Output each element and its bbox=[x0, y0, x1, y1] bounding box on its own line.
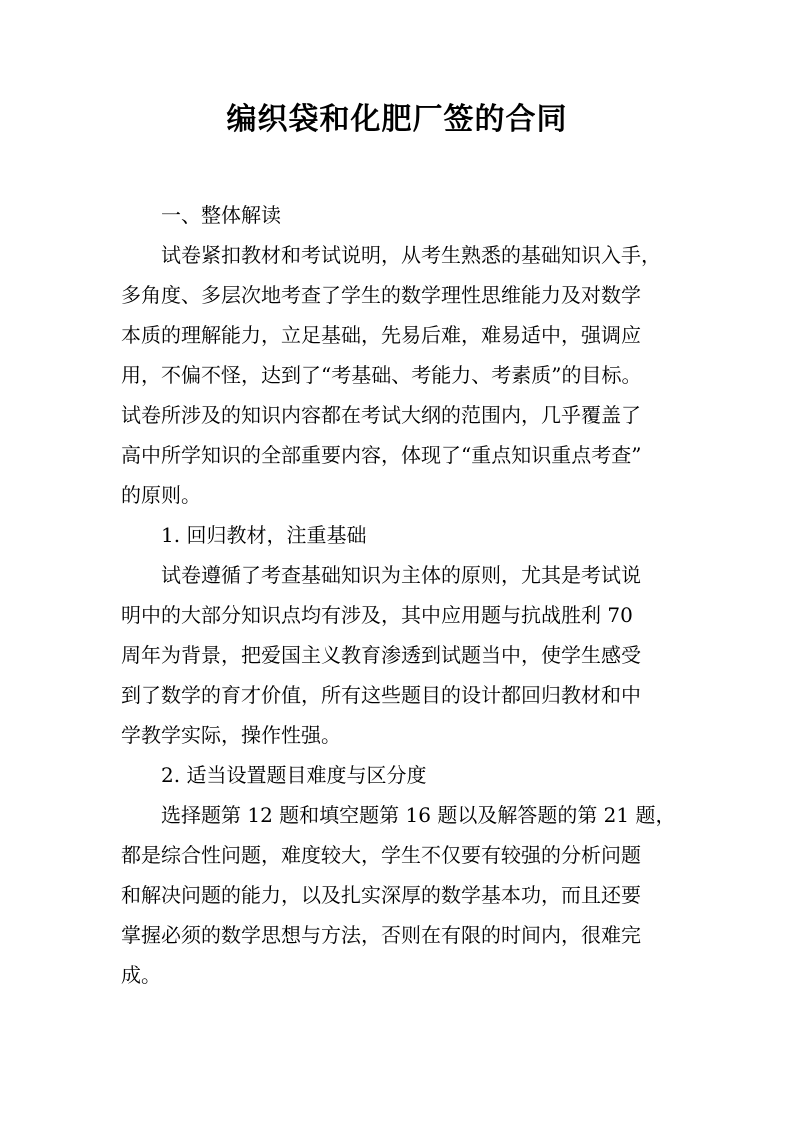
text-line: 周年为背景，把爱国主义教育渗透到试题当中，使学生感受 bbox=[121, 643, 641, 667]
text-line: 试卷遵循了考查基础知识为主体的原则，尤其是考试说 bbox=[161, 563, 641, 587]
text-line: 都是综合性问题，难度较大，学生不仅要有较强的分析问题 bbox=[121, 843, 641, 867]
text-line: 用，不偏不怪，达到了“考基础、考能力、考素质”的目标。 bbox=[121, 363, 642, 387]
text-line: 1. 回归教材，注重基础 bbox=[161, 523, 367, 547]
text-line: 2. 适当设置题目难度与区分度 bbox=[161, 763, 427, 787]
text-line: 掌握必须的数学思想与方法，否则在有限的时间内，很难完 bbox=[121, 923, 641, 947]
text-line: 试卷所涉及的知识内容都在考试大纲的范围内，几乎覆盖了 bbox=[121, 403, 641, 427]
text-line: 到了数学的育才价值，所有这些题目的设计都回归教材和中 bbox=[121, 683, 641, 707]
text-line: 明中的大部分知识点均有涉及，其中应用题与抗战胜利 70 bbox=[121, 603, 633, 627]
text-line: 本质的理解能力，立足基础，先易后难，难易适中，强调应 bbox=[121, 323, 641, 347]
document-body bbox=[121, 195, 681, 995]
text-line: 的原则。 bbox=[121, 483, 201, 507]
text-line: 学教学实际，操作性强。 bbox=[121, 723, 341, 747]
text-line: 高中所学知识的全部重要内容，体现了“重点知识重点考查” bbox=[121, 443, 642, 467]
text-line: 选择题第 12 题和填空题第 16 题以及解答题的第 21 题， bbox=[161, 803, 676, 827]
text-line: 多角度、多层次地考查了学生的数学理性思维能力及对数学 bbox=[121, 283, 641, 307]
text-line: 试卷紧扣教材和考试说明，从考生熟悉的基础知识入手， bbox=[161, 243, 661, 267]
document-title: 编织袋和化肥厂签的合同 bbox=[226, 102, 568, 137]
text-line: 和解决问题的能力，以及扎实深厚的数学基本功，而且还要 bbox=[121, 883, 641, 907]
text-line: 成。 bbox=[121, 963, 161, 987]
text-line: 一、整体解读 bbox=[161, 203, 281, 227]
